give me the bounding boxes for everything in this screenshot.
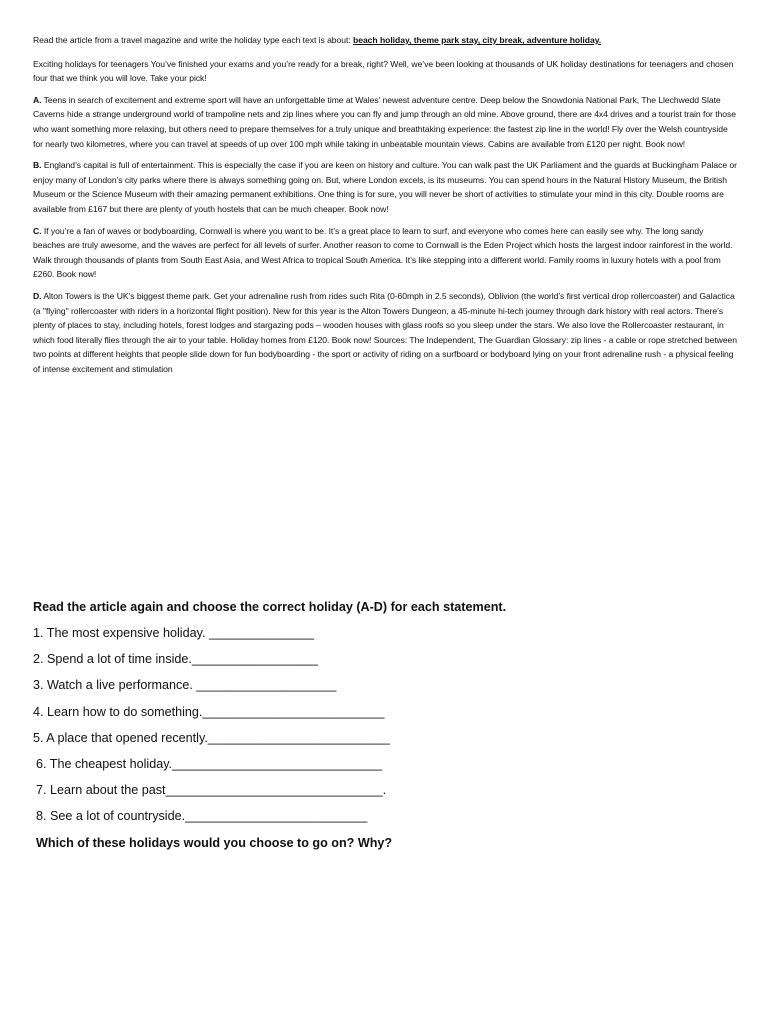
question-item[interactable]: 8. See a lot of countryside.__________________________ — [36, 809, 368, 824]
question-item[interactable]: 4. Learn how to do something.__________________________ — [33, 704, 385, 719]
instructions — [33, 33, 737, 48]
intro-paragraph: Exciting holidays for teenagers You’ve finished your exams and you’re ready for a break, right? Well, we’ve been looking at thousands of UK holiday destinations for teenagers and chosen four that we think you will love. Take your pick! — [33, 58, 734, 84]
holiday-types: beach holiday, theme park stay, city break, adventure holiday. — [353, 35, 602, 45]
question-item[interactable]: 5. A place that opened recently.__________________________ — [33, 730, 390, 745]
section-c — [33, 224, 737, 282]
section-letter: C. — [33, 225, 42, 236]
section-a — [33, 93, 737, 151]
question-item[interactable]: 3. Watch a live performance. ____________________ — [33, 678, 337, 693]
section-letter: D. — [33, 290, 42, 301]
section-text: Alton Towers is the UK’s biggest theme park. Get your adrenaline rush from rides such Rita (0-60mph in 2.5 seconds), Oblivion (the world’s first vertical drop rollercoaster) and Galactica (a "flying" rollercoaster with riders in a horizontal flight position). New for this year is the Alton Towers Dungeon, a 45-minute hi-tech journey through dark history with real actors. There’s plenty of places to stay, including hotels, forest lodges and stargazing pods – wooden houses with glass roofs so you sleep under the stars. We also love the Rollercoaster restaurant, in which food literally flies through the air to your table. Holiday homes from £120. Book now! Sources: The Independent, The Guardian Glossary: zip lines - a cable or rope stretched between two points at different heights that people slide down for fun bodyboarding - the sport or activity of riding on a surfboard or bodyboard lying on your front adrenaline rush - a physical feeling of intense excitement and stimulation — [33, 290, 738, 374]
questions — [33, 596, 737, 854]
question-item[interactable]: 6. The cheapest holiday.______________________________ — [36, 756, 383, 771]
section-text: If you’re a fan of waves or bodyboarding, Cornwall is where you want to be. It’s a great place to learn to surf, and everyone who comes here can easily see why. The long sandy beaches are truly awesome, and the waves are perfect for all levels of surfer. Another reason to come to Cornwall is the Eden Project which hosts the largest indoor rainforest in the world. Walk through thousands of plants from South East Asia, and West Africa to tropical South America. It’s like stepping into a different world. Family rooms in luxury hotels with a pool from £260. Book now! — [33, 225, 733, 280]
questions-title: Read the article again and choose the correct holiday (A-D) for each statement. — [33, 600, 507, 614]
section-text: England’s capital is full of entertainment. This is especially the case if you are keen on history and culture. You can walk past the UK Parliament and the guards at Buckingham Palace or enjoy many of London’s city parks where there is always something going on. But, where London excels, is its museums. You can spend hours in the Natural History Museum, the British Museum or the Science Museum with their amazing permanent exhibitions. One thing is for sure, you will never be short of activities to stimulate your mind in this city. Double rooms are available from £167 but there are plenty of youth hostels that can be much cheaper. Book now! — [33, 160, 737, 214]
section-d — [33, 289, 737, 377]
instructions-lead: Read the article from a travel magazine and write the holiday type each text is about: — [33, 35, 354, 45]
section-letter: A. — [33, 94, 42, 105]
final-question: Which of these holidays would you choose to go on? Why? — [36, 835, 393, 850]
section-b — [33, 158, 737, 216]
question-item[interactable]: 7. Learn about the past_______________________________. — [36, 783, 387, 798]
question-item[interactable]: 2. Spend a lot of time inside.__________________ — [33, 652, 318, 667]
section-letter: B. — [33, 160, 42, 171]
question-item[interactable]: 1. The most expensive holiday. _______________ — [33, 626, 315, 640]
article — [33, 33, 737, 383]
section-text: Teens in search of excitement and extreme sport will have an unforgettable time at Wales’ newest adventure centre. Deep below the Snowdonia National Park, The Llechwedd Slate Caverns hide a strange underground world of trampoline nets and zip lines where you can fly and jump through an old mine. Above ground, there are 4x4 drives and a tourist train for those who want something more relaxing, but others need to prepare themselves for a truly unique and breathtaking experience: the fastest zip line in the world! Fly over the Welsh countryside for nearly two kilometres, where you can travel at speeds of up over 100 mph while taking in unbeatable mountain views. Cabins are available from £120 per night. Book now! — [33, 94, 736, 149]
